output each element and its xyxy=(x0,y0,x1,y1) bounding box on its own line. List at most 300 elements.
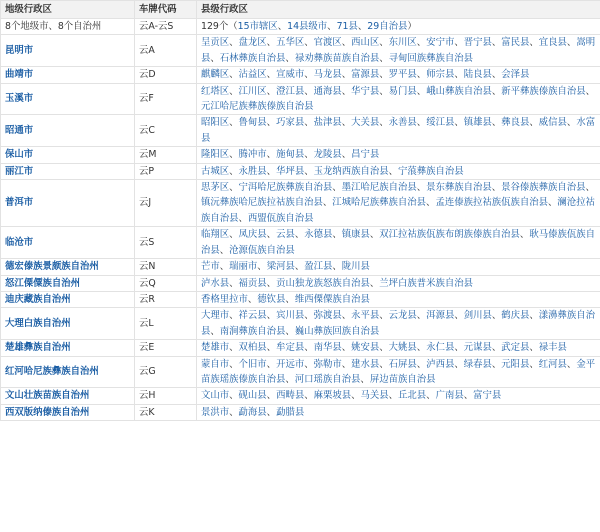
county-link[interactable]: 丘北县 xyxy=(398,390,427,402)
separator: 、 xyxy=(341,342,352,354)
separator: 、 xyxy=(454,342,464,354)
county-link[interactable]: 武定县 xyxy=(501,342,530,354)
county-link[interactable]: 五华区 xyxy=(276,37,305,49)
county-link[interactable]: 牟定县 xyxy=(276,342,305,354)
county-link[interactable]: 腾冲市 xyxy=(238,149,267,161)
separator: 、 xyxy=(266,229,277,241)
separator: 、 xyxy=(379,85,389,97)
separator: 、 xyxy=(341,358,352,370)
separator: 、 xyxy=(322,197,333,209)
separator: 、 xyxy=(304,390,314,402)
county-link[interactable]: 富民县 xyxy=(501,37,530,49)
separator: 、 xyxy=(585,85,595,97)
summary-link[interactable]: 29自治县 xyxy=(367,21,408,32)
prefecture-link[interactable]: 保山市 xyxy=(1,147,135,163)
prefecture-link[interactable]: 临沧市 xyxy=(1,227,135,259)
separator: 、 xyxy=(341,117,352,129)
county-link[interactable]: 盈江县 xyxy=(304,261,333,273)
county-list xyxy=(197,83,600,115)
separator: 、 xyxy=(357,21,368,32)
prefecture-link[interactable]: 昭通市 xyxy=(1,115,135,147)
separator: 、 xyxy=(332,229,342,241)
county-link[interactable]: 屏边苗族自治县 xyxy=(369,373,436,385)
county-link[interactable]: 绿春县 xyxy=(463,358,492,370)
separator: 、 xyxy=(388,390,399,402)
separator: 、 xyxy=(304,149,314,161)
plate-code: 云R xyxy=(135,291,197,307)
separator: 、 xyxy=(491,342,502,354)
county-link[interactable]: 广南县 xyxy=(435,390,464,402)
county-link[interactable]: 易门县 xyxy=(388,85,417,97)
separator: 、 xyxy=(266,390,277,402)
county-link[interactable]: 芒市 xyxy=(201,261,220,273)
county-link[interactable]: 麒麟区 xyxy=(201,69,230,81)
county-link[interactable]: 文山市 xyxy=(201,390,230,402)
county-link[interactable]: 陆良县 xyxy=(463,69,492,81)
county-link[interactable]: 宁蒗彝族自治县 xyxy=(398,165,464,177)
plate-code: 云S xyxy=(135,227,197,259)
county-link[interactable]: 会泽县 xyxy=(501,69,530,81)
separator: 、 xyxy=(266,149,277,161)
county-link[interactable]: 沧源佤族自治县 xyxy=(229,244,295,256)
summary-code: 云A-云S xyxy=(135,19,197,35)
separator: 、 xyxy=(529,358,539,370)
county-link[interactable]: 马龙县 xyxy=(313,69,342,81)
county-link[interactable]: 维西傈僳族自治县 xyxy=(294,293,370,305)
separator: 、 xyxy=(416,358,427,370)
county-link[interactable]: 巍山彝族回族自治县 xyxy=(294,325,380,337)
county-link[interactable]: 金平苗族瑶族傣族自治县 xyxy=(201,358,596,385)
separator: 、 xyxy=(351,390,361,402)
separator: 、 xyxy=(463,390,474,402)
separator: 、 xyxy=(229,85,239,97)
county-link[interactable]: 贡山独龙族怒族自治县 xyxy=(276,277,370,289)
plate-code: 云J xyxy=(135,180,197,227)
county-link[interactable]: 寻甸回族彝族自治县 xyxy=(388,52,473,64)
county-link[interactable]: 永平县 xyxy=(351,310,380,322)
separator: 、 xyxy=(585,182,595,194)
county-list xyxy=(197,388,600,404)
county-list xyxy=(197,308,600,340)
separator: 、 xyxy=(529,310,539,322)
separator: 、 xyxy=(304,358,314,370)
county-link[interactable]: 西盟佤族自治县 xyxy=(247,212,314,224)
county-list xyxy=(197,259,600,275)
separator: 、 xyxy=(341,69,352,81)
county-link[interactable]: 景谷傣族彝族自治县 xyxy=(501,182,586,194)
county-link[interactable]: 富宁县 xyxy=(473,390,502,402)
table-row xyxy=(1,340,600,356)
separator: 、 xyxy=(229,310,239,322)
county-link[interactable]: 大理市 xyxy=(201,310,230,322)
county-list xyxy=(197,404,600,420)
table-row xyxy=(1,275,600,291)
table-row xyxy=(1,163,600,179)
separator: 、 xyxy=(238,212,248,224)
county-link[interactable]: 昌宁县 xyxy=(351,149,380,161)
county-link[interactable]: 泸水县 xyxy=(201,277,230,289)
county-link[interactable]: 江川区 xyxy=(238,85,267,97)
county-link[interactable]: 水富县 xyxy=(201,117,596,144)
county-link[interactable]: 富源县 xyxy=(351,69,380,81)
table-row xyxy=(1,356,600,388)
county-link[interactable]: 漾濞彝族自治县 xyxy=(201,310,596,337)
separator: 、 xyxy=(519,229,530,241)
separator: 、 xyxy=(266,85,277,97)
separator: 、 xyxy=(266,277,277,289)
county-list xyxy=(197,291,600,307)
separator: 、 xyxy=(247,293,258,305)
table-row xyxy=(1,147,600,163)
separator: 、 xyxy=(379,358,389,370)
prefecture-link[interactable]: 玉溪市 xyxy=(1,83,135,115)
county-link[interactable]: 香格里拉市 xyxy=(201,293,248,305)
separator: 、 xyxy=(229,358,239,370)
county-link[interactable]: 澄江县 xyxy=(276,85,305,97)
table-row xyxy=(1,35,600,67)
county-link[interactable]: 红河县 xyxy=(538,358,567,370)
separator: 、 xyxy=(416,37,427,49)
summary-counties xyxy=(197,19,600,35)
county-link[interactable]: 华宁县 xyxy=(351,85,380,97)
separator: 、 xyxy=(416,117,427,129)
prefecture-link[interactable]: 红河哈尼族彝族自治州 xyxy=(1,356,135,388)
separator: 、 xyxy=(341,310,352,322)
county-link[interactable]: 兰坪白族普米族自治县 xyxy=(379,277,473,289)
plate-code: 云F xyxy=(135,83,197,115)
summary-suffix: ） xyxy=(407,21,417,32)
separator: 、 xyxy=(379,117,389,129)
county-link[interactable]: 东川区 xyxy=(388,37,417,49)
county-link[interactable]: 昭阳区 xyxy=(201,117,230,129)
separator: 、 xyxy=(294,261,305,273)
county-link[interactable]: 景东彝族自治县 xyxy=(426,182,492,194)
prefecture-link[interactable]: 西双版纳傣族自治州 xyxy=(1,404,135,420)
county-list xyxy=(197,35,600,67)
county-link[interactable]: 南涧彝族自治县 xyxy=(219,325,286,337)
county-link[interactable]: 华坪县 xyxy=(276,165,305,177)
separator: 、 xyxy=(379,310,389,322)
separator: 、 xyxy=(266,358,277,370)
separator: 、 xyxy=(266,37,277,49)
summary-link[interactable]: 15市辖区 xyxy=(237,21,278,32)
county-link[interactable]: 陇川县 xyxy=(341,261,370,273)
separator: 、 xyxy=(229,37,239,49)
table-row xyxy=(1,291,600,307)
county-link[interactable]: 宣威市 xyxy=(276,69,305,81)
county-link[interactable]: 永胜县 xyxy=(238,165,267,177)
separator: 、 xyxy=(285,52,295,64)
separator: 、 xyxy=(360,373,370,385)
separator: 、 xyxy=(491,117,502,129)
separator: 、 xyxy=(454,69,464,81)
county-link[interactable]: 思茅区 xyxy=(201,182,230,194)
county-link[interactable]: 河口瑶族自治县 xyxy=(294,373,361,385)
separator: 、 xyxy=(210,325,220,337)
separator: 、 xyxy=(379,342,389,354)
separator: 、 xyxy=(304,69,314,81)
county-link[interactable]: 宁洱哈尼族彝族自治县 xyxy=(238,182,333,194)
separator: 、 xyxy=(454,37,464,49)
plate-code: 云Q xyxy=(135,275,197,291)
county-link[interactable]: 镇雄县 xyxy=(463,117,492,129)
separator: 、 xyxy=(277,21,288,32)
county-link[interactable]: 晋宁县 xyxy=(463,37,492,49)
separator: 、 xyxy=(266,165,277,177)
summary-prefix: 129个（ xyxy=(201,21,238,32)
county-link[interactable]: 元谋县 xyxy=(463,342,492,354)
header-plate-code: 车牌代码 xyxy=(135,1,197,19)
separator: 、 xyxy=(529,117,539,129)
county-link[interactable]: 嵩明县 xyxy=(201,37,596,64)
county-list xyxy=(197,180,600,227)
county-link[interactable]: 安宁市 xyxy=(426,37,455,49)
separator: 、 xyxy=(266,406,277,418)
prefecture-link[interactable]: 昆明市 xyxy=(1,35,135,67)
county-link[interactable]: 姚安县 xyxy=(351,342,380,354)
plate-code: 云H xyxy=(135,388,197,404)
plate-code: 云L xyxy=(135,308,197,340)
separator: 、 xyxy=(426,197,436,209)
separator: 、 xyxy=(332,261,342,273)
county-link[interactable]: 南华县 xyxy=(313,342,342,354)
separator: 、 xyxy=(341,85,352,97)
summary-name: 8个地级市、8个自治州 xyxy=(1,19,135,35)
separator: 、 xyxy=(369,229,380,241)
county-link[interactable]: 麻栗坡县 xyxy=(313,390,352,402)
county-link[interactable]: 弥渡县 xyxy=(313,310,342,322)
county-link[interactable]: 耿马傣族佤族自治县 xyxy=(201,229,595,256)
county-link[interactable]: 西畴县 xyxy=(276,390,305,402)
county-link[interactable]: 隆阳区 xyxy=(201,149,230,161)
separator: 、 xyxy=(332,182,342,194)
county-link[interactable]: 鹤庆县 xyxy=(501,310,530,322)
county-link[interactable]: 双柏县 xyxy=(238,342,267,354)
county-link[interactable]: 凤庆县 xyxy=(238,229,267,241)
county-link[interactable]: 梁河县 xyxy=(266,261,295,273)
separator: 、 xyxy=(266,310,277,322)
county-link[interactable]: 宾川县 xyxy=(276,310,305,322)
separator: 、 xyxy=(491,85,502,97)
table-row xyxy=(1,404,600,420)
county-link[interactable]: 镇沅彝族哈尼族拉祜族自治县 xyxy=(201,197,323,209)
separator: 、 xyxy=(257,261,267,273)
prefecture-link[interactable]: 大理白族自治州 xyxy=(1,308,135,340)
county-link[interactable]: 巧家县 xyxy=(276,117,305,129)
plate-code: 云E xyxy=(135,340,197,356)
county-link[interactable]: 元阳县 xyxy=(501,358,530,370)
prefecture-link[interactable]: 普洱市 xyxy=(1,180,135,227)
county-link[interactable]: 呈贡区 xyxy=(201,37,230,49)
summary-link[interactable]: 14县级市 xyxy=(287,21,328,32)
separator: 、 xyxy=(304,85,314,97)
county-link[interactable]: 孟连傣族拉祜族佤族自治县 xyxy=(435,197,548,209)
county-link[interactable]: 个旧市 xyxy=(238,358,267,370)
table-row xyxy=(1,227,600,259)
county-link[interactable]: 江城哈尼族彝族自治县 xyxy=(332,197,427,209)
separator: 、 xyxy=(416,182,427,194)
county-link[interactable]: 楚雄市 xyxy=(201,342,230,354)
county-link[interactable]: 大关县 xyxy=(351,117,380,129)
county-link[interactable]: 通海县 xyxy=(313,85,342,97)
separator: 、 xyxy=(219,244,230,256)
county-link[interactable]: 威信县 xyxy=(538,117,567,129)
county-list xyxy=(197,356,600,388)
separator: 、 xyxy=(529,342,539,354)
county-link[interactable]: 盐津县 xyxy=(313,117,342,129)
plate-code: 云K xyxy=(135,404,197,420)
separator: 、 xyxy=(266,342,277,354)
separator: 、 xyxy=(294,229,305,241)
county-link[interactable]: 元江哈尼族彝族傣族自治县 xyxy=(201,101,314,113)
separator: 、 xyxy=(491,310,502,322)
plate-code: 云G xyxy=(135,356,197,388)
county-list xyxy=(197,67,600,83)
prefecture-link[interactable]: 迪庆藏族自治州 xyxy=(1,291,135,307)
county-link[interactable]: 双江拉祜族佤族布朗族傣族自治县 xyxy=(379,229,520,241)
county-link[interactable]: 澜沧拉祜族自治县 xyxy=(201,197,595,224)
county-link[interactable]: 禄劝彝族苗族自治县 xyxy=(294,52,380,64)
separator: 、 xyxy=(219,261,230,273)
county-list xyxy=(197,227,600,259)
county-link[interactable]: 龙陵县 xyxy=(313,149,342,161)
county-list xyxy=(197,115,600,147)
county-link[interactable]: 盘龙区 xyxy=(238,37,267,49)
county-link[interactable]: 沾益区 xyxy=(238,69,267,81)
separator: 、 xyxy=(491,358,502,370)
county-link[interactable]: 景洪市 xyxy=(201,406,230,418)
county-link[interactable]: 云龙县 xyxy=(388,310,417,322)
separator: 、 xyxy=(304,342,314,354)
county-link[interactable]: 新平彝族傣族自治县 xyxy=(501,85,586,97)
separator: 、 xyxy=(229,342,239,354)
separator: 、 xyxy=(210,52,220,64)
separator: 、 xyxy=(416,85,427,97)
separator: 、 xyxy=(229,229,239,241)
separator: 、 xyxy=(416,342,427,354)
separator: 、 xyxy=(491,182,502,194)
county-link[interactable]: 蒙自市 xyxy=(201,358,230,370)
county-link[interactable]: 弥勒市 xyxy=(313,358,342,370)
county-link[interactable]: 德钦县 xyxy=(257,293,286,305)
separator: 、 xyxy=(285,293,295,305)
separator: 、 xyxy=(266,117,277,129)
separator: 、 xyxy=(454,117,464,129)
prefecture-link[interactable]: 丽江市 xyxy=(1,163,135,179)
separator: 、 xyxy=(566,37,577,49)
county-link[interactable]: 师宗县 xyxy=(426,69,455,81)
county-link[interactable]: 马关县 xyxy=(360,390,389,402)
separator: 、 xyxy=(229,182,239,194)
county-link[interactable]: 石屏县 xyxy=(388,358,417,370)
county-link[interactable]: 永德县 xyxy=(304,229,333,241)
separator: 、 xyxy=(304,117,314,129)
county-link[interactable]: 宜良县 xyxy=(538,37,567,49)
county-link[interactable]: 瑞丽市 xyxy=(229,261,258,273)
county-link[interactable]: 祥云县 xyxy=(238,310,267,322)
county-link[interactable]: 开远市 xyxy=(276,358,305,370)
county-link[interactable]: 古城区 xyxy=(201,165,230,177)
separator: 、 xyxy=(491,37,502,49)
county-link[interactable]: 勐腊县 xyxy=(276,406,305,418)
county-link[interactable]: 鲁甸县 xyxy=(238,117,267,129)
county-link[interactable]: 峨山彝族自治县 xyxy=(426,85,492,97)
separator: 、 xyxy=(229,277,239,289)
separator: 、 xyxy=(566,358,577,370)
table-row xyxy=(1,308,600,340)
county-link[interactable]: 洱源县 xyxy=(426,310,455,322)
county-list xyxy=(197,147,600,163)
county-link[interactable]: 彝良县 xyxy=(501,117,530,129)
county-link[interactable]: 禄丰县 xyxy=(538,342,567,354)
county-link[interactable]: 大姚县 xyxy=(388,342,417,354)
prefecture-link[interactable]: 楚雄彝族自治州 xyxy=(1,340,135,356)
county-link[interactable]: 镇康县 xyxy=(341,229,370,241)
county-link[interactable]: 永善县 xyxy=(388,117,417,129)
county-link[interactable]: 西山区 xyxy=(351,37,380,49)
prefecture-link[interactable]: 曲靖市 xyxy=(1,67,135,83)
county-link[interactable]: 福贡县 xyxy=(238,277,267,289)
separator: 、 xyxy=(229,390,239,402)
county-link[interactable]: 剑川县 xyxy=(463,310,492,322)
county-link[interactable]: 绥江县 xyxy=(426,117,455,129)
separator: 、 xyxy=(379,37,389,49)
separator: 、 xyxy=(454,358,464,370)
county-link[interactable]: 玉龙纳西族自治县 xyxy=(313,165,389,177)
county-link[interactable]: 临翔区 xyxy=(201,229,230,241)
county-list xyxy=(197,163,600,179)
plate-code: 云D xyxy=(135,67,197,83)
header-county: 县级行政区 xyxy=(197,1,600,19)
county-link[interactable]: 勐海县 xyxy=(238,406,267,418)
separator: 、 xyxy=(454,310,464,322)
plate-code: 云A xyxy=(135,35,197,67)
county-link[interactable]: 永仁县 xyxy=(426,342,455,354)
county-link[interactable]: 石林彝族自治县 xyxy=(219,52,286,64)
county-link[interactable]: 泸西县 xyxy=(426,358,455,370)
summary-link[interactable]: 71县 xyxy=(336,21,358,32)
county-link[interactable]: 官渡区 xyxy=(313,37,342,49)
separator: 、 xyxy=(379,52,389,64)
separator: 、 xyxy=(229,165,239,177)
prefecture-link[interactable]: 怒江傈僳族自治州 xyxy=(1,275,135,291)
separator: 、 xyxy=(341,37,352,49)
county-link[interactable]: 墨江哈尼族自治县 xyxy=(341,182,417,194)
header-prefecture: 地级行政区 xyxy=(1,1,135,19)
summary-row xyxy=(1,19,600,35)
county-link[interactable]: 建水县 xyxy=(351,358,380,370)
table-row xyxy=(1,83,600,115)
county-link[interactable]: 云县 xyxy=(276,229,295,241)
table-row xyxy=(1,180,600,227)
separator: 、 xyxy=(426,390,436,402)
plate-code: 云P xyxy=(135,163,197,179)
prefecture-link[interactable]: 文山壮族苗族自治州 xyxy=(1,388,135,404)
county-link[interactable]: 施甸县 xyxy=(276,149,305,161)
separator: 、 xyxy=(566,117,577,129)
county-link[interactable]: 红塔区 xyxy=(201,85,230,97)
county-link[interactable]: 砚山县 xyxy=(238,390,267,402)
prefecture-link[interactable]: 德宏傣族景颇族自治州 xyxy=(1,259,135,275)
separator: 、 xyxy=(341,149,352,161)
separator: 、 xyxy=(229,149,239,161)
separator: 、 xyxy=(304,310,314,322)
separator: 、 xyxy=(229,117,239,129)
separator: 、 xyxy=(416,310,427,322)
separator: 、 xyxy=(304,165,314,177)
separator: 、 xyxy=(369,277,380,289)
county-link[interactable]: 罗平县 xyxy=(388,69,417,81)
